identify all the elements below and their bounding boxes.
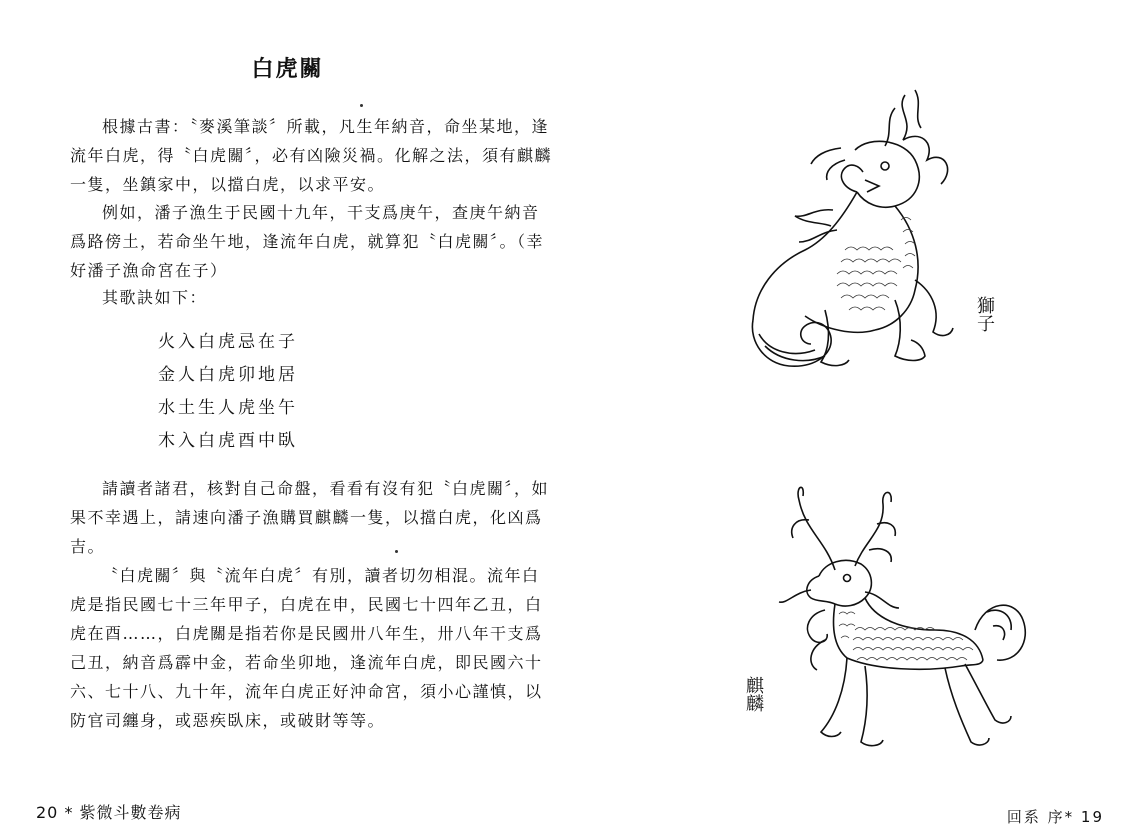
print-speck	[360, 104, 363, 107]
paragraph-4: 請讀者諸君，核對自己命盤，看看有沒有犯〝白虎關〞，如果不幸遇上，請速向潘子漁購買麒麟一隻，以擋白虎，化凶爲吉。	[70, 479, 550, 556]
footer-left: 20 * 紫微斗數卷病	[36, 803, 182, 822]
paragraph-3: 其歌訣如下：	[102, 288, 208, 307]
verse-line-4: 木入白虎酉中臥	[158, 431, 298, 451]
qilin-illustration	[765, 480, 1035, 770]
verse-line-3: 水土生人虎坐午	[158, 398, 298, 418]
paragraph-1: 根據古書：〝麥溪筆談〞所載，凡生年納音，命坐某地，逢流年白虎，得〝白虎關〞，必有凶險災禍。化解之法，須有麒麟一隻，坐鎮家中，以擋白虎，以求平安。	[70, 117, 553, 194]
right-page	[575, 0, 1132, 837]
paragraph-2: 例如，潘子漁生于民國十九年，干支爲庚午，查庚午納音爲路傍土，若命坐午地，逢流年白虎，就算犯〝白虎關〞。（幸好潘子漁命宮在子）	[70, 203, 545, 280]
lion-illustration	[745, 80, 970, 380]
lion-label: 獅子	[974, 296, 995, 332]
verse-line-1: 火入白虎忌在子	[158, 332, 298, 352]
page-title: 白虎關	[251, 57, 324, 82]
qilin-label: 麒麟	[743, 676, 764, 712]
footer-right: 回系 序* 19	[1006, 808, 1104, 826]
paragraph-5: 〝白虎關〞與〝流年白虎〞有別，讀者切勿相混。流年白虎是指民國七十三年甲子，白虎在申，民國七十四年乙丑，白虎在酉……，白虎關是指若你是民國卅八年生，卅八年干支爲己丑，納音爲霹中金，若命坐卯地，逢流年白虎，即民國六十六、七十八、九十年，流年白虎正好沖命宮，須小心謹慎，以防官司纏身，或惡疾臥床，或破財等等。	[70, 566, 543, 730]
verse-block	[158, 326, 458, 458]
print-speck	[395, 550, 398, 553]
verse-line-2: 金人白虎卯地居	[158, 365, 298, 385]
